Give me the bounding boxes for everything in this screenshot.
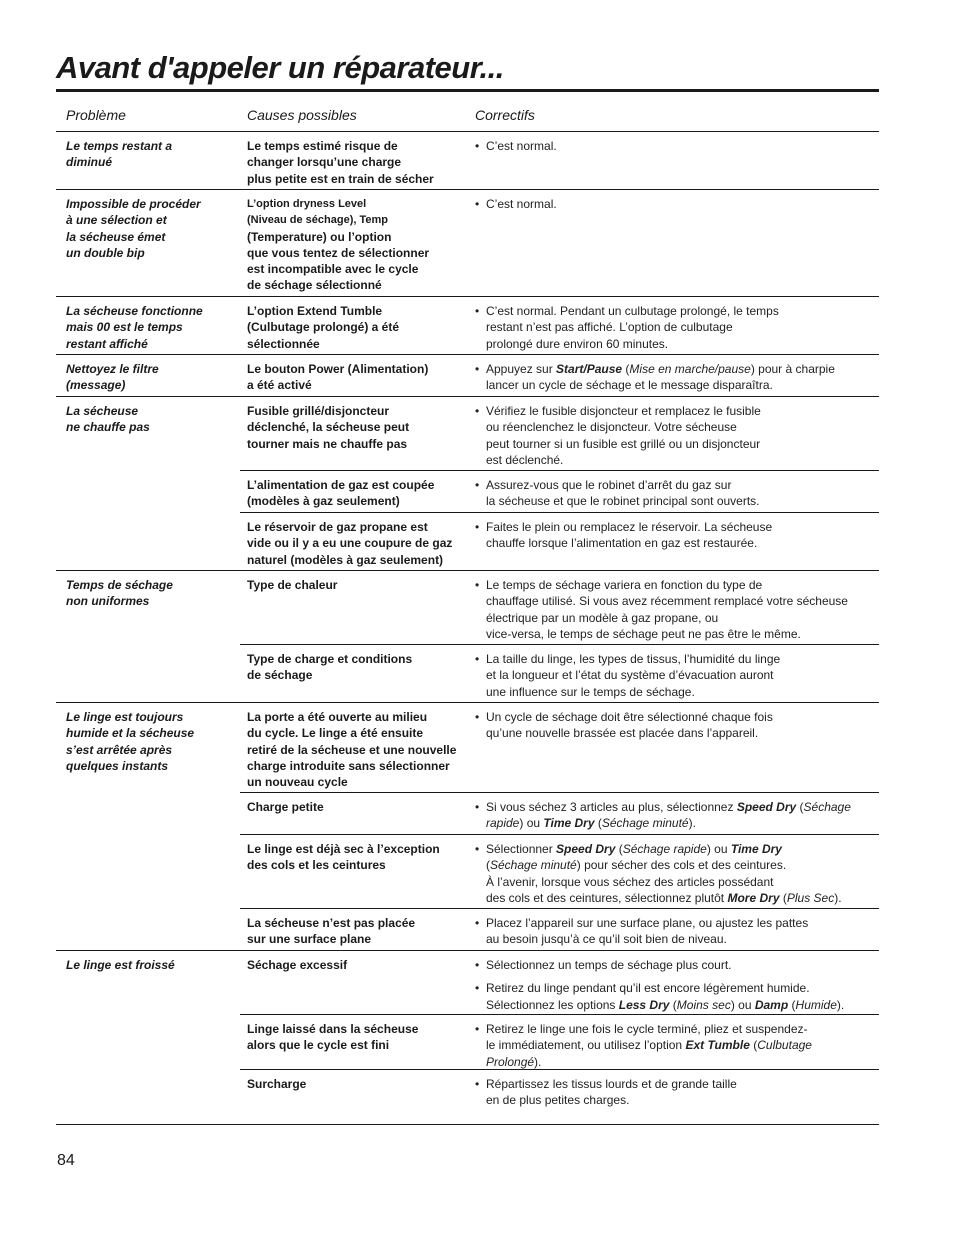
problem-line: non uniformes — [66, 594, 150, 609]
fix-cell — [475, 303, 879, 352]
fix-item — [475, 915, 879, 948]
problem-line: Le linge est froissé — [66, 958, 175, 972]
fix-line: en de plus petites charges. — [486, 1093, 630, 1108]
fix-line: C’est normal. — [486, 197, 557, 211]
fix-cell — [475, 651, 879, 700]
cause-line: alors que le cycle est fini — [247, 1038, 390, 1053]
table-row — [56, 355, 879, 397]
fix-line: des cols et des ceintures, sélectionnez plutôt More Dry (Plus Sec). — [486, 890, 842, 905]
problem-cell — [66, 957, 236, 973]
fix-line: Sélectionner Speed Dry (Séchage rapide) ou Time Dry — [486, 842, 782, 856]
fix-line: qu’une nouvelle brassée est placée dans l’appareil. — [486, 726, 759, 741]
cause-line: a été activé — [247, 378, 312, 393]
bullet-icon: • — [475, 578, 480, 592]
cause-line: La porte a été ouverte au milieu — [247, 710, 428, 724]
cause-row — [240, 703, 879, 792]
cause-row — [240, 397, 879, 470]
cause-line: Le temps estimé risque de — [247, 139, 398, 153]
cause-line: tourner mais ne chauffe pas — [247, 436, 408, 451]
fix-item — [475, 1021, 879, 1070]
cause-row — [240, 1069, 879, 1124]
bullet-icon: • — [475, 404, 480, 418]
cause-row — [240, 512, 879, 570]
problem-line: quelques instants — [66, 758, 169, 773]
fix-line: C’est normal. — [486, 139, 557, 153]
problem-cell — [66, 709, 236, 774]
fix-cell — [475, 196, 879, 212]
problem-line: Impossible de procéder — [66, 197, 201, 211]
fix-cell — [475, 1021, 879, 1070]
fix-line: Assurez-vous que le robinet d’arrêt du gaz sur — [486, 478, 732, 492]
cause-cell — [247, 519, 467, 568]
cause-cell — [247, 1021, 467, 1054]
fix-item — [475, 196, 879, 212]
cause-cell — [247, 915, 467, 948]
problem-line: la sécheuse émet — [66, 229, 166, 244]
fix-item — [475, 519, 879, 552]
cause-line: Type de charge et conditions — [247, 652, 413, 666]
page-number: 84 — [57, 1152, 75, 1169]
bullet-icon: • — [475, 652, 480, 666]
fix-item — [475, 577, 879, 642]
fix-line: chauffage utilisé. Si vous avez récemment remplacé votre sécheuse — [486, 594, 848, 609]
cause-cell — [247, 709, 467, 790]
fix-line: Retirez du linge pendant qu’il est encore légèrement humide. — [486, 981, 810, 996]
fix-cell — [475, 403, 879, 468]
bullet-icon: • — [475, 958, 480, 972]
table-row — [56, 951, 879, 1125]
table-row — [56, 190, 879, 297]
fix-cell — [475, 1076, 879, 1109]
cause-line: que vous tentez de sélectionner — [247, 245, 430, 260]
bullet-icon: • — [475, 842, 480, 856]
cause-cell — [247, 957, 467, 973]
cause-line: de séchage sélectionné — [247, 278, 382, 293]
cause-line: (Culbutage prolongé) a été — [247, 320, 400, 335]
bullet-icon: • — [475, 916, 480, 930]
problem-line: un double bip — [66, 245, 145, 260]
table-row — [56, 703, 879, 951]
problem-cell — [66, 577, 236, 610]
cause-line: (Niveau de séchage), Temp — [247, 214, 389, 227]
problem-line: Le temps restant a — [66, 139, 173, 153]
fix-item — [475, 651, 879, 700]
problem-line: (message) — [66, 378, 126, 393]
cause-row — [240, 834, 879, 908]
cause-line: Surcharge — [247, 1077, 307, 1091]
cause-row — [240, 470, 879, 512]
table-row — [56, 297, 879, 355]
problem-cell — [66, 303, 236, 352]
title-rule — [56, 89, 879, 92]
cause-line: L’option Extend Tumble — [247, 304, 383, 318]
table-header — [56, 101, 879, 132]
cause-line: de séchage — [247, 668, 313, 683]
fix-line: peut tourner si un fusible est grillé ou un disjoncteur — [486, 436, 761, 451]
cause-cell — [247, 361, 467, 394]
fix-line: C’est normal. Pendant un culbutage prolongé, le temps — [486, 304, 779, 318]
cause-line: des cols et les ceintures — [247, 858, 386, 873]
fix-line: Retirez le linge une fois le cycle terminé, pliez et suspendez- — [486, 1022, 808, 1036]
fix-line: vice-versa, le temps de séchage peut ne pas être le même. — [486, 626, 801, 641]
problem-line: mais 00 est le temps — [66, 320, 183, 335]
problem-cell — [66, 196, 236, 261]
fix-cell — [475, 361, 879, 394]
bullet-icon: • — [475, 520, 480, 534]
fix-cell — [475, 915, 879, 948]
header-causes: Causes possibles — [247, 107, 357, 123]
bullet-icon: • — [475, 478, 480, 492]
problem-line: restant affiché — [66, 336, 148, 351]
fix-line: est déclenché. — [486, 452, 564, 467]
cause-line: du cycle. Le linge a été ensuite — [247, 726, 424, 741]
problem-line: ne chauffe pas — [66, 420, 150, 435]
fix-line: la sécheuse et que le robinet principal sont ouverts. — [486, 494, 760, 509]
cause-row — [240, 297, 879, 354]
fix-item — [475, 957, 879, 973]
fix-cell — [475, 957, 879, 1013]
fix-item — [475, 709, 879, 742]
cause-line: sélectionnée — [247, 336, 320, 351]
bullet-icon: • — [475, 800, 480, 814]
fix-line: À l’avenir, lorsque vous séchez des articles possédant — [486, 874, 774, 889]
fix-item — [475, 303, 879, 352]
fix-line: électrique par un modèle à gaz propane, ou — [486, 610, 719, 625]
fix-cell — [475, 577, 879, 642]
table-row — [56, 571, 879, 703]
cause-line: Le bouton Power (Alimentation) — [247, 362, 429, 376]
table-body — [56, 132, 879, 1125]
problem-line: Temps de séchage — [66, 578, 173, 592]
bullet-icon: • — [475, 1077, 480, 1091]
cause-cell — [247, 477, 467, 510]
cause-line: L’alimentation de gaz est coupée — [247, 478, 435, 492]
bullet-icon: • — [475, 197, 480, 211]
fix-line: Répartissez les tissus lourds et de grande taille — [486, 1077, 737, 1091]
cause-cell — [247, 577, 467, 593]
cause-line: (modèles à gaz seulement) — [247, 494, 400, 509]
bullet-icon: • — [475, 1022, 480, 1036]
problem-cell — [66, 361, 236, 394]
fix-line: Sélectionnez un temps de séchage plus court. — [486, 958, 732, 972]
fix-line: au besoin jusqu’à ce qu’il soit bien de niveau. — [486, 932, 727, 947]
cause-cell — [247, 651, 467, 684]
fix-line: ou réenclenchez le disjoncteur. Votre sécheuse — [486, 420, 737, 435]
fix-line: La taille du linge, les types de tissus, l’humidité du linge — [486, 652, 781, 666]
fix-line: Prolongé). — [486, 1054, 542, 1069]
bullet-icon: • — [475, 710, 480, 724]
cause-line: un nouveau cycle — [247, 775, 348, 790]
cause-row — [240, 1014, 879, 1069]
fix-line: rapide) ou Time Dry (Séchage minuté). — [486, 816, 696, 831]
cause-row — [240, 355, 879, 396]
bullet-icon: • — [475, 139, 480, 153]
bullet-icon: • — [475, 362, 480, 376]
fix-line: Vérifiez le fusible disjoncteur et remplacez le fusible — [486, 404, 761, 418]
problem-cell — [66, 138, 236, 171]
cause-row — [240, 644, 879, 702]
fix-cell — [475, 138, 879, 154]
fix-item — [475, 138, 879, 154]
fix-line: chauffe lorsque l’alimentation en gaz est restaurée. — [486, 536, 758, 551]
cause-line: déclenché, la sécheuse peut — [247, 420, 410, 435]
cause-line: vide ou il y a eu une coupure de gaz — [247, 536, 453, 551]
fix-line: Si vous séchez 3 articles au plus, sélectionnez Speed Dry (Séchage — [486, 800, 851, 814]
fix-cell — [475, 477, 879, 510]
cause-row — [240, 571, 879, 644]
cause-row — [240, 132, 879, 189]
cause-line: Le réservoir de gaz propane est — [247, 520, 428, 534]
fix-line: Placez l’appareil sur une surface plane, ou ajustez les pattes — [486, 916, 809, 930]
fix-line: et la longueur et l’état du système d’évacuation auront — [486, 668, 774, 683]
fix-line: Sélectionnez les options Less Dry (Moins sec) ou Damp (Humide). — [486, 997, 845, 1012]
fix-cell — [475, 519, 879, 552]
cause-line: charge introduite sans sélectionner — [247, 758, 450, 773]
problem-line: humide et la sécheuse — [66, 726, 195, 741]
problem-line: La sécheuse fonctionne — [66, 304, 203, 318]
cause-line: changer lorsqu’une charge — [247, 155, 402, 170]
bullet-icon: • — [475, 304, 480, 318]
cause-line: (Temperature) ou l’option — [247, 229, 392, 244]
fix-cell — [475, 799, 879, 832]
fix-line: Un cycle de séchage doit être sélectionné chaque fois — [486, 710, 773, 724]
problem-line: à une sélection et — [66, 213, 167, 228]
fix-line: restant n’est pas affiché. L’option de culbutage — [486, 320, 733, 335]
cause-cell — [247, 799, 467, 815]
bullet-icon: • — [475, 981, 480, 996]
cause-line: plus petite est en train de sécher — [247, 171, 434, 186]
cause-cell — [247, 1076, 467, 1092]
fix-cell — [475, 841, 879, 906]
cause-cell — [247, 403, 467, 452]
fix-cell — [475, 709, 879, 742]
fix-line: une influence sur le temps de séchage. — [486, 684, 695, 699]
fix-line: Appuyez sur Start/Pause (Mise en marche/pause) pour à charpie — [486, 362, 835, 376]
table-row — [56, 132, 879, 190]
cause-line: La sécheuse n’est pas placée — [247, 916, 416, 930]
cause-line: est incompatible avec le cycle — [247, 262, 419, 277]
page-title: Avant d'appeler un réparateur... — [56, 50, 504, 85]
fix-item — [475, 361, 879, 394]
fix-line: lancer un cycle de séchage et le message disparaîtra. — [486, 378, 773, 393]
fix-item — [475, 841, 879, 906]
cause-line: Séchage excessif — [247, 958, 348, 972]
problem-line: La sécheuse — [66, 404, 139, 418]
cause-line: sur une surface plane — [247, 932, 372, 947]
problem-line: Nettoyez le filtre — [66, 362, 159, 376]
problem-line: diminué — [66, 155, 113, 170]
cause-line: naturel (modèles à gaz seulement) — [247, 552, 444, 567]
cause-line: Charge petite — [247, 800, 324, 814]
fix-item — [475, 980, 879, 1013]
cause-line: L’option dryness Level — [247, 198, 367, 210]
cause-line: Type de chaleur — [247, 578, 338, 592]
problem-line: Le linge est toujours — [66, 710, 184, 724]
cause-cell — [247, 138, 467, 187]
cause-line: Linge laissé dans la sécheuse — [247, 1022, 419, 1036]
fix-item — [475, 403, 879, 468]
cause-cell — [247, 196, 467, 294]
problem-line: s’est arrêtée après — [66, 742, 173, 757]
cause-row — [240, 792, 879, 834]
cause-row — [240, 190, 879, 296]
cause-line: Le linge est déjà sec à l’exception — [247, 842, 440, 856]
header-fixes: Correctifs — [475, 107, 535, 123]
troubleshooting-table — [56, 101, 879, 1125]
cause-row — [240, 951, 879, 1014]
fix-item — [475, 799, 879, 832]
fix-line: prolongé dure environ 60 minutes. — [486, 336, 669, 351]
fix-line: Faites le plein ou remplacez le réservoir. La sécheuse — [486, 520, 773, 534]
cause-cell — [247, 841, 467, 874]
fix-line: Le temps de séchage variera en fonction du type de — [486, 578, 763, 592]
table-row — [56, 397, 879, 571]
cause-row — [240, 908, 879, 950]
fix-line: (Séchage minuté) pour sécher des cols et des ceintures. — [486, 858, 787, 873]
fix-line: le immédiatement, ou utilisez l’option Ext Tumble (Culbutage — [486, 1038, 812, 1053]
header-problem: Problème — [66, 107, 126, 123]
cause-cell — [247, 303, 467, 352]
fix-item — [475, 477, 879, 510]
cause-line: retiré de la sécheuse et une nouvelle — [247, 742, 457, 757]
cause-line: Fusible grillé/disjoncteur — [247, 404, 390, 418]
fix-item — [475, 1076, 879, 1109]
problem-cell — [66, 403, 236, 436]
